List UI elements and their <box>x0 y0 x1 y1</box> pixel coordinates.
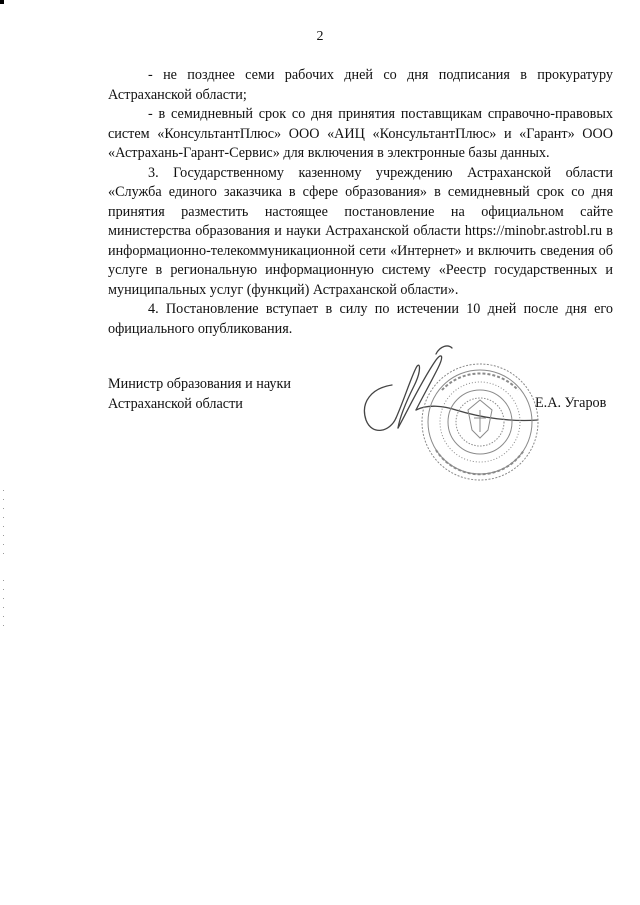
signatory-name: Е.А. Угаров <box>535 395 607 411</box>
round-seal-icon <box>422 364 538 480</box>
paragraph-item-3: 3. Государственному казенному учреждению Астраханской области «Служба единого заказчика в сфере образования» в семидневный срок со дня принятия разместить настоящее постановление на официальном сайте министерства образования и науки Астраханской области https://minobr.astrobl.ru в информационно-телекоммуникационной сети «Интернет» и включить сведения об услуге в региональную информационную систему «Реестр государственных и муниципальных услуг (функций) Астраханской области». <box>108 164 613 298</box>
paragraph-item-4: 4. Постановление вступает в силу по истечении 10 дней после дня его официального опубликования. <box>108 301 613 337</box>
paragraph-prosecutor: - не позднее семи рабочих дней со дня подписания в прокуратуру Астраханской области; <box>108 67 613 103</box>
signatory-position-line-1: Министр образования и науки <box>108 376 291 392</box>
official-seal-and-signature <box>352 340 567 490</box>
scan-margin-marks <box>3 580 4 630</box>
page-number: 2 <box>316 29 324 44</box>
document-body <box>108 66 613 339</box>
signatory-position <box>108 375 291 414</box>
paragraph-legal-systems: - в семидневный срок со дня принятия поставщикам справочно-правовых систем «КонсультантПлюс» ООО «АИЦ «КонсультантПлюс» и «Гарант» ООО «Астрахань-Гарант-Сервис» для включения в электронные базы данных. <box>108 106 613 161</box>
scan-margin-marks <box>3 490 4 560</box>
scan-corner-mark <box>0 0 4 4</box>
signatory-position-line-2: Астраханской области <box>108 395 243 412</box>
